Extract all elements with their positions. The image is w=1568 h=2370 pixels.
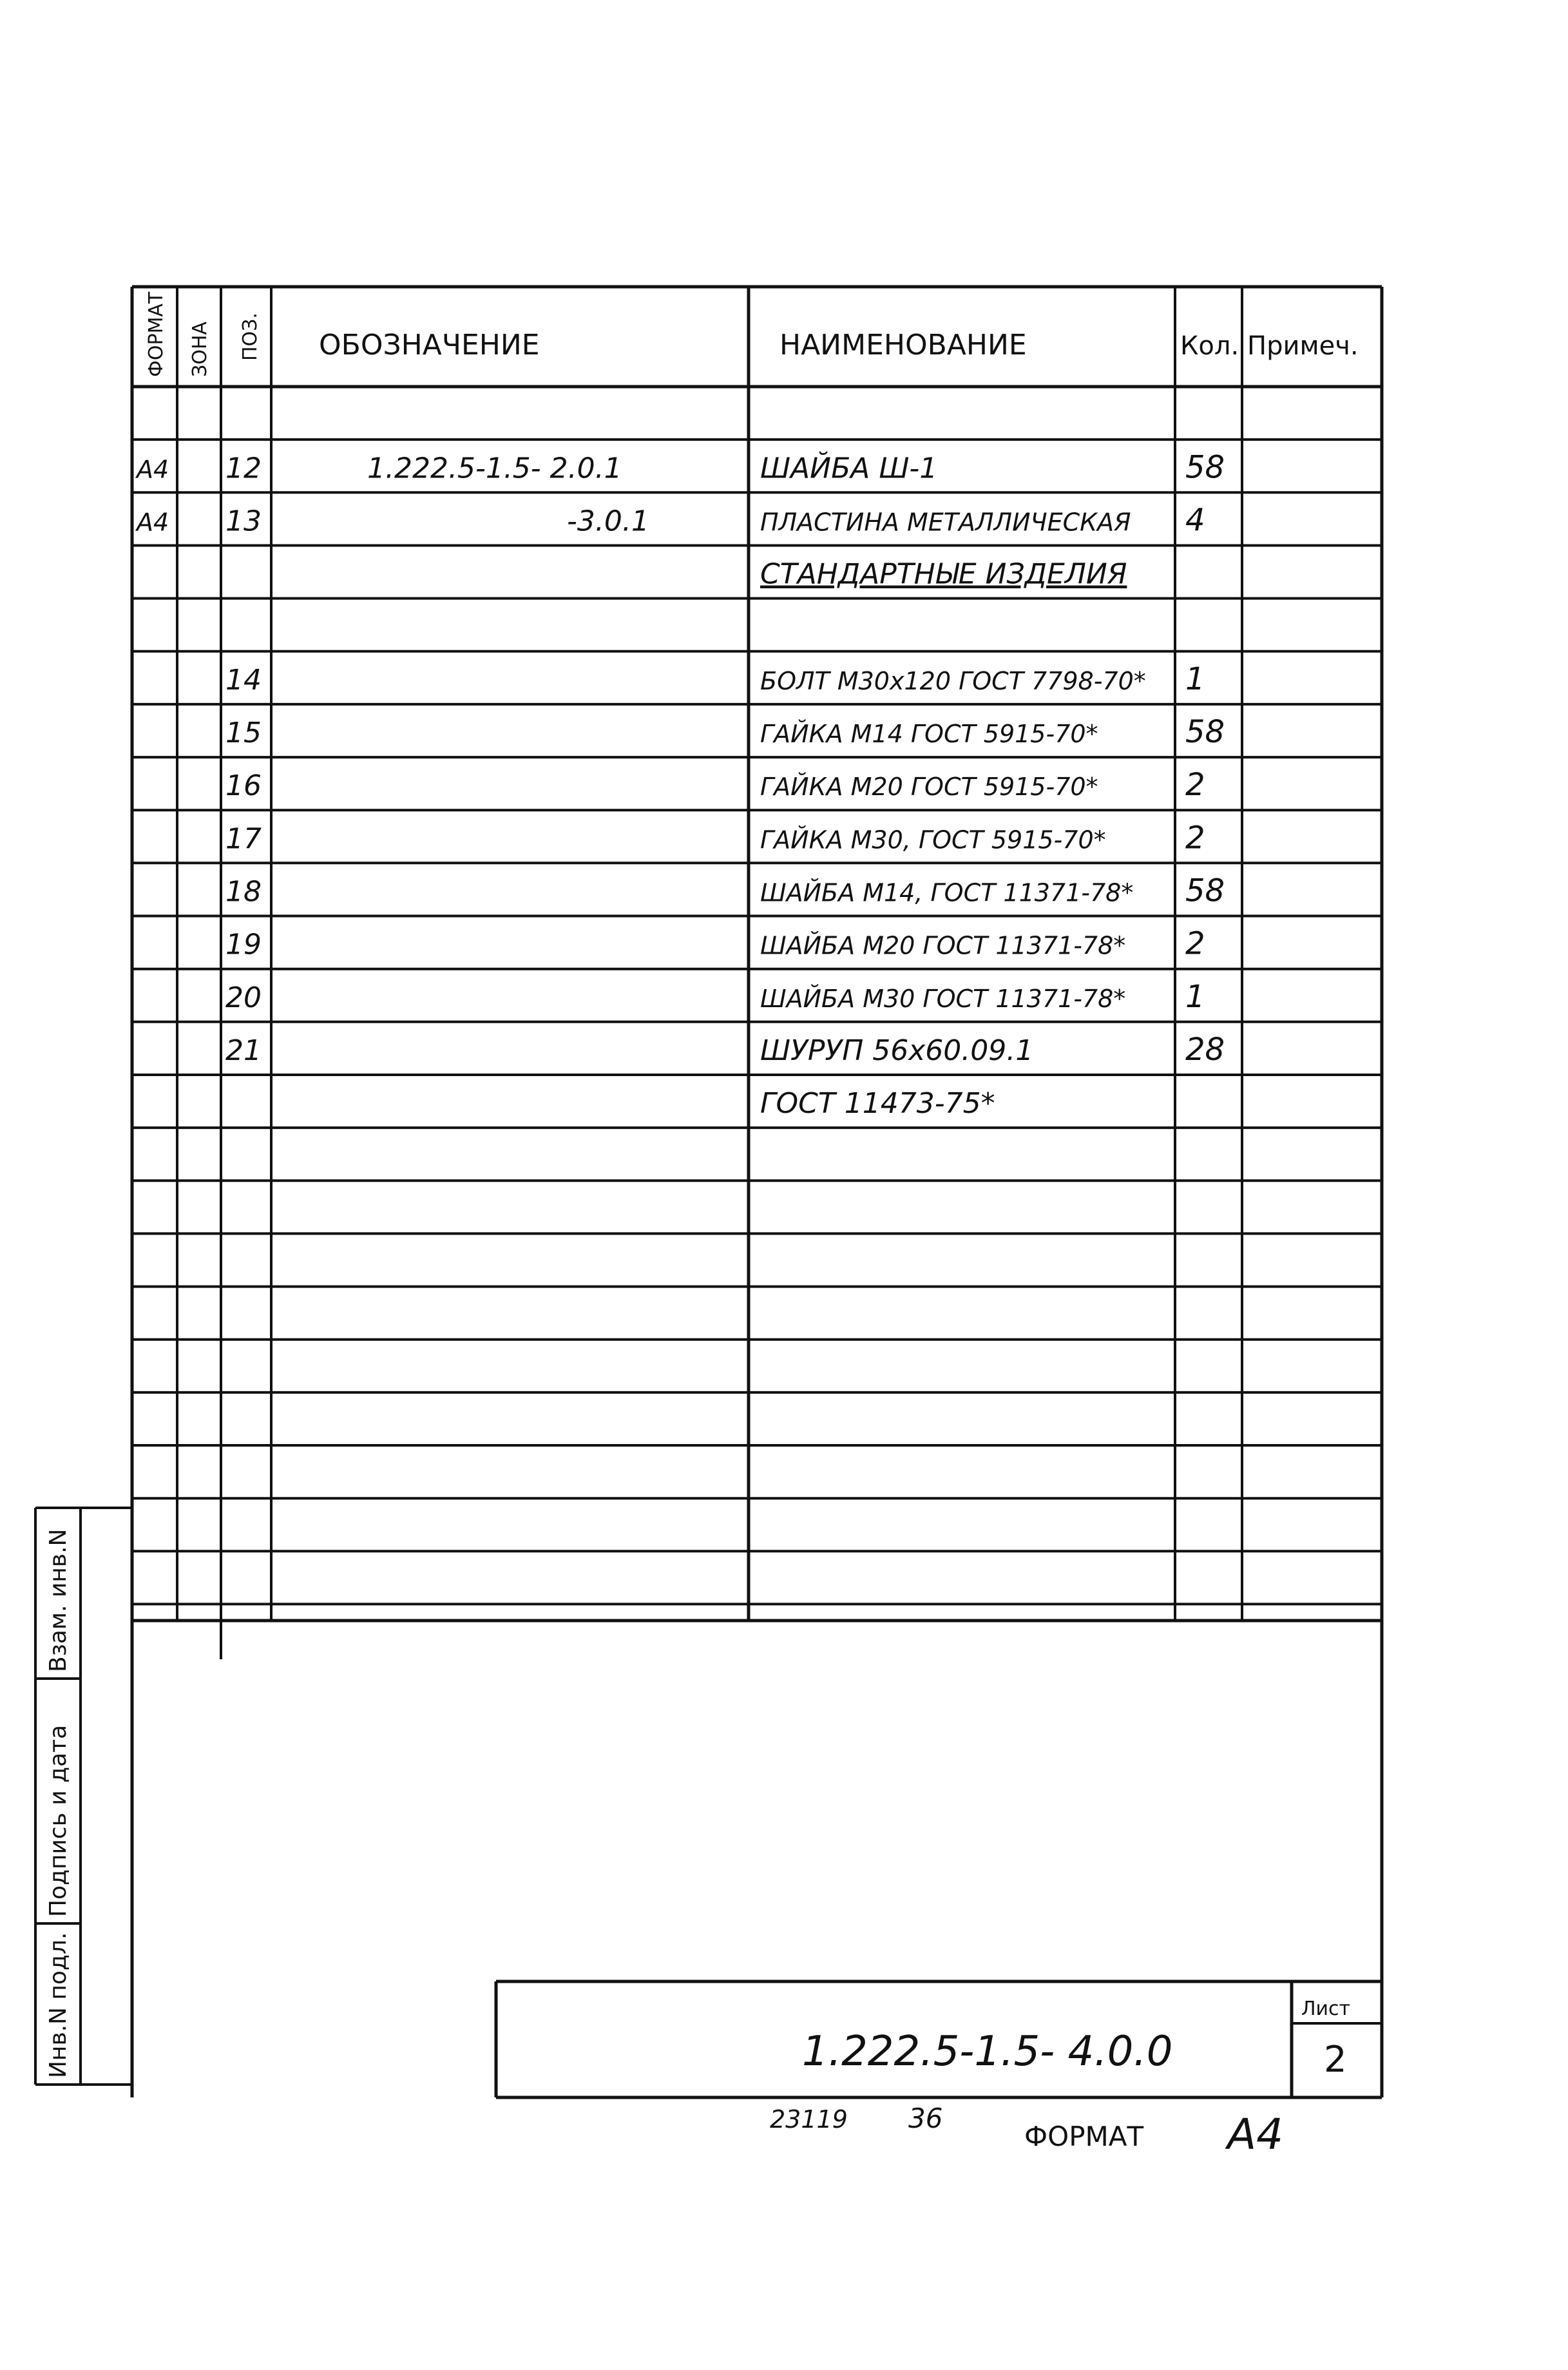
header-name: НАИМЕНОВАНИЕ [779,329,1027,361]
cell-qty: 2 [1185,767,1205,804]
cell-format: А4 [137,508,169,537]
cell-name: ШУРУП 56х60.09.1 [760,1034,1034,1067]
table-grid [132,287,1382,2097]
table-row [225,820,1205,856]
table-row [225,661,1205,697]
cell-name: ГАЙКА М30, ГОСТ 5915-70* [760,825,1106,854]
title-block-code: 1.222.5-1.5- 4.0.0 [802,2028,1173,2076]
cell-qty: 1 [1185,660,1205,697]
header-format: ФОРМАТ [145,291,167,377]
side-label-vzam-inv: Взам. инв.N [45,1528,72,1672]
cell-qty: 58 [1185,714,1225,750]
cell-qty: 1 [1185,978,1205,1015]
cell-pos: 17 [225,822,262,856]
header-pos: ПОЗ. [239,313,262,361]
cell-pos: 18 [225,875,262,909]
table-row [225,979,1205,1015]
header-note: Примеч. [1247,331,1359,361]
cell-name: СТАНДАРТНЫЕ ИЗДЕЛИЯ [760,557,1127,591]
cell-format: А4 [137,455,169,484]
copy-number: 36 [908,2103,943,2134]
cell-designation: 1.222.5-1.5- 2.0.1 [367,452,622,485]
table-row [135,449,1225,485]
sheet-label: Лист [1301,1998,1351,2020]
cell-name: БОЛТ М30х120 ГОСТ 7798-70* [760,666,1146,695]
header-qty: Кол. [1180,331,1239,361]
cell-name: ГАЙКА М14 ГОСТ 5915-70* [760,720,1098,748]
cell-name: ШАЙБА М30 ГОСТ 11371-78* [760,984,1126,1013]
order-number: 23119 [770,2105,848,2134]
cell-qty: 2 [1185,820,1205,856]
side-labels [45,1529,72,2078]
side-label-inv-podl: Инв.N подл. [45,1932,72,2078]
table-row [225,1032,1225,1068]
table-row [760,1087,995,1120]
cell-name: ШАЙБА Ш-1 [760,452,938,485]
header-zone: ЗОНА [189,322,211,377]
cell-name: ШАЙБА М14, ГОСТ 11371-78* [760,878,1134,907]
cell-qty: 28 [1185,1031,1225,1068]
cell-qty: 58 [1185,449,1225,486]
table-row [225,873,1225,909]
table-row [225,714,1225,750]
cell-qty: 2 [1185,925,1205,962]
cell-pos: 21 [225,1034,262,1067]
cell-name: ПЛАСТИНА МЕТАЛЛИЧЕСКАЯ [760,508,1131,537]
cell-pos: 20 [225,981,262,1014]
cell-pos: 16 [225,769,262,803]
table-body [135,449,1225,1120]
table-row [135,502,1205,538]
cell-qty: 58 [1185,872,1225,909]
cell-qty: 4 [1185,502,1205,539]
table-header [145,291,1359,377]
format-value: А4 [1227,2110,1284,2159]
cell-pos: 12 [225,452,262,485]
table-row [760,558,1127,591]
cell-designation: -3.0.1 [567,505,649,538]
sheet-number: 2 [1324,2039,1347,2081]
cell-name: ГАЙКА М20 ГОСТ 5915-70* [760,773,1098,802]
table-row [225,767,1205,803]
format-label: ФОРМАТ [1024,2121,1144,2152]
cell-name: ГОСТ 11473-75* [760,1087,995,1121]
cell-pos: 19 [225,928,262,961]
cell-pos: 14 [225,663,262,697]
cell-pos: 13 [225,505,262,538]
header-designation: ОБОЗНАЧЕНИЕ [319,329,540,361]
cell-name: ШАЙБА М20 ГОСТ 11371-78* [760,931,1126,960]
table-row [225,926,1205,962]
side-label-podpis-data: Подпись и дата [45,1724,72,1917]
cell-pos: 15 [225,717,262,749]
